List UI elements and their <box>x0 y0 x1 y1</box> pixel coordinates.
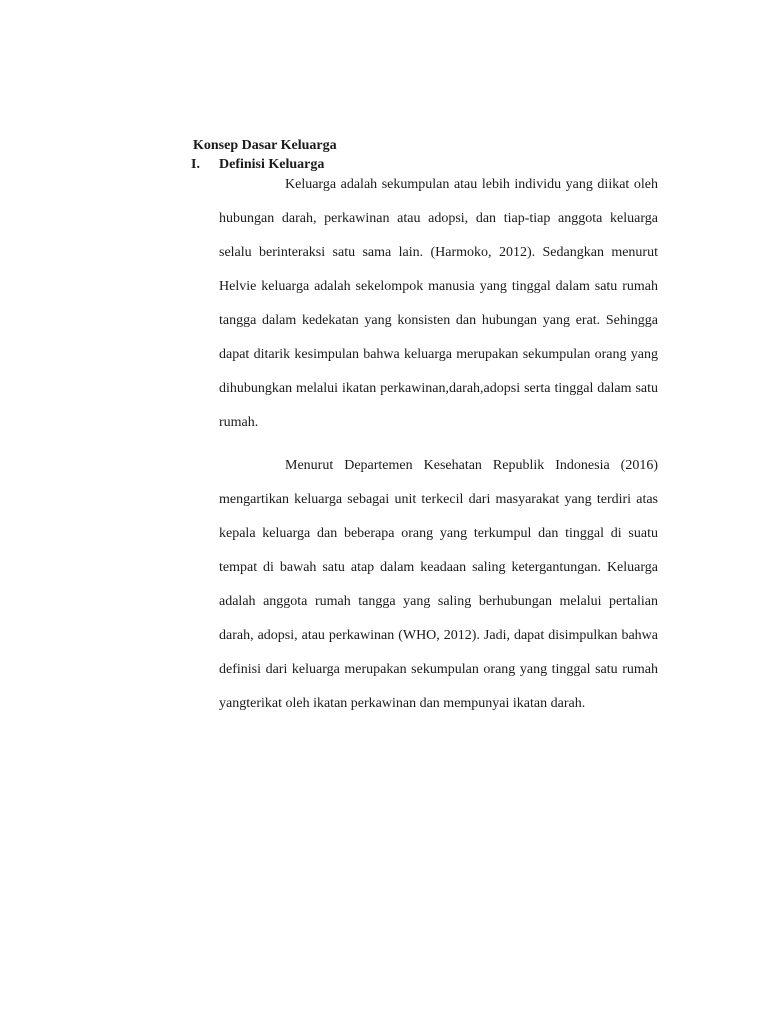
section-number: I. <box>191 157 200 172</box>
paragraph: Menurut Departemen Kesehatan Republik Indonesia (2016) mengartikan keluarga sebagai unit terkecil dari masyarakat yang terdiri atas kepala keluarga dan beberapa orang yang terkumpul dan tinggal di suatu tempat di bawah satu atap dalam keadaan saling ketergantungan. Keluarga adalah anggota rumah tangga yang saling berhubungan melalui pertalian darah, adopsi, atau perkawinan (WHO, 2012). Jadi, dapat disimpulkan bahwa definisi dari keluarga merupakan sekumpulan orang yang tinggal satu rumah yangterikat oleh ikatan perkawinan dan mempunyai ikatan darah. <box>219 458 658 711</box>
section-heading-text: Definisi Keluarga <box>219 157 325 172</box>
paragraph: Keluarga adalah sekumpulan atau lebih individu yang diikat oleh hubungan darah, perkawinan atau adopsi, dan tiap-tiap anggota keluarga selalu berinteraksi satu sama lain. (Harmoko, 2012). Sedangkan menurut Helvie keluarga adalah sekelompok manusia yang tinggal dalam satu rumah tangga dalam kedekatan yang konsisten dan hubungan yang erat. Sehingga dapat ditarik kesimpulan bahwa keluarga merupakan sekumpulan orang yang dihubungkan melalui ikatan perkawinan,darah,adopsi serta tinggal dalam satu rumah. <box>219 177 658 430</box>
document-title: Konsep Dasar Keluarga <box>193 138 337 153</box>
